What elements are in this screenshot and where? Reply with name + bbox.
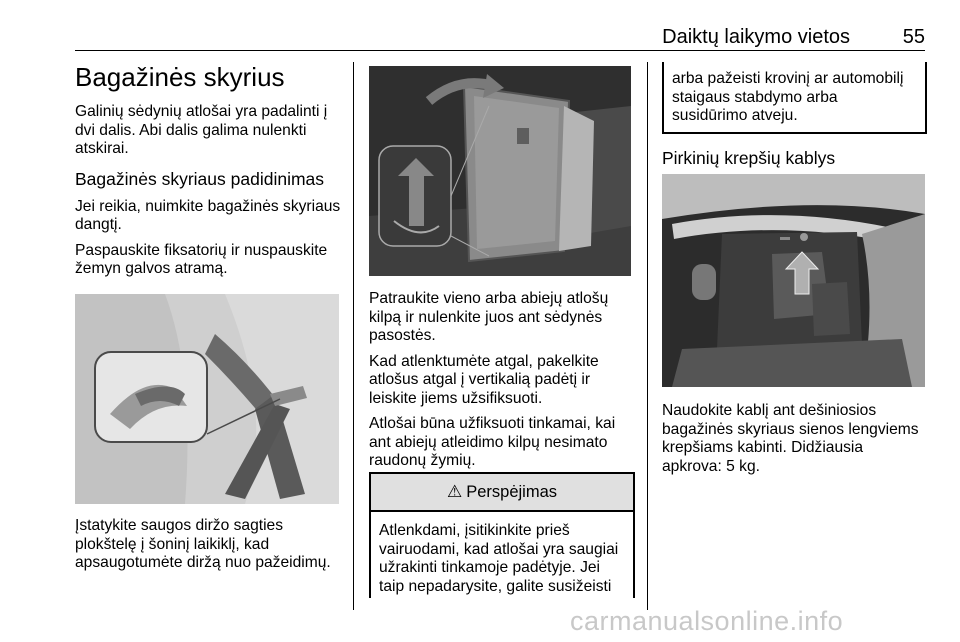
column-divider <box>353 62 354 610</box>
warning-box-continued <box>662 62 927 134</box>
column-1 <box>75 62 343 286</box>
paragraph: Jei reikia, nuimkite bagažinės skyriaus dangtį. <box>75 197 341 233</box>
warning-header <box>371 474 633 512</box>
warning-box <box>369 472 635 598</box>
column-3-lower <box>662 402 925 483</box>
warning-text-continued: arba pažeisti krovinį ar automobilį staigaus stabdymo arba susidūrimo atveju. <box>672 70 904 124</box>
header-rule <box>75 50 925 51</box>
watermark: carmanualsonline.info <box>570 606 844 636</box>
subsection-heading: Bagažinės skyriaus padidinimas <box>75 168 325 189</box>
paragraph: Atlošai būna užfiksuoti tinkamai, kai ant abiejų atleidimo kilpų nesimato raudonų žymių. <box>369 415 616 469</box>
warning-title: Perspėjimas <box>466 482 558 501</box>
section-heading: Bagažinės skyrius <box>75 62 285 92</box>
headrest-seatbelt-illustration <box>75 294 339 504</box>
paragraph: Naudokite kablį ant dešiniosios bagažinės skyriaus sienos lengviems krepšiams kabinti. Didžiausia apkrova: 5 kg. <box>662 402 919 475</box>
column-1-lower <box>75 517 343 580</box>
paragraph: Paspauskite fiksatorių ir nuspauskite žemyn galvos atramą. <box>75 241 328 277</box>
paragraph: Kad atlenktumėte atgal, pakelkite atlošus atgal į vertikalią padėtį ir leiskite jiems užsifiksuoti. <box>369 352 599 407</box>
bag-hook-illustration <box>662 174 925 387</box>
warning-text: Atlenkdami, įsitikinkite prieš vairuodami, kad atlošai yra saugiai užrakinti tinkamoje padėtyje. Jei taip nepadarysite, galite susižeisti <box>379 522 619 595</box>
paragraph: Įstatykite saugos diržo sagties plokštelę į šoninį laikiklį, kad apsaugotumėte diržą nuo pažeidimų. <box>75 517 331 571</box>
running-header-title: Daiktų laikymo vietos <box>662 26 850 48</box>
seatback-folding-illustration <box>369 66 631 276</box>
page-number: 55 <box>902 26 925 48</box>
column-2 <box>369 290 631 478</box>
intro-paragraph: Galinių sėdynių atlošai yra padalinti į dvi dalis. Abi dalis galima nulenkti atskirai. <box>75 103 328 157</box>
warning-triangle-icon: ⚠ <box>446 482 463 501</box>
section-heading: Pirkinių krepšių kablys <box>662 148 836 168</box>
column-divider <box>647 62 648 610</box>
column-3 <box>662 148 925 177</box>
paragraph: Patraukite vieno arba abiejų atlošų kilpą ir nulenkite juos ant sėdynės pasostės. <box>369 290 609 344</box>
